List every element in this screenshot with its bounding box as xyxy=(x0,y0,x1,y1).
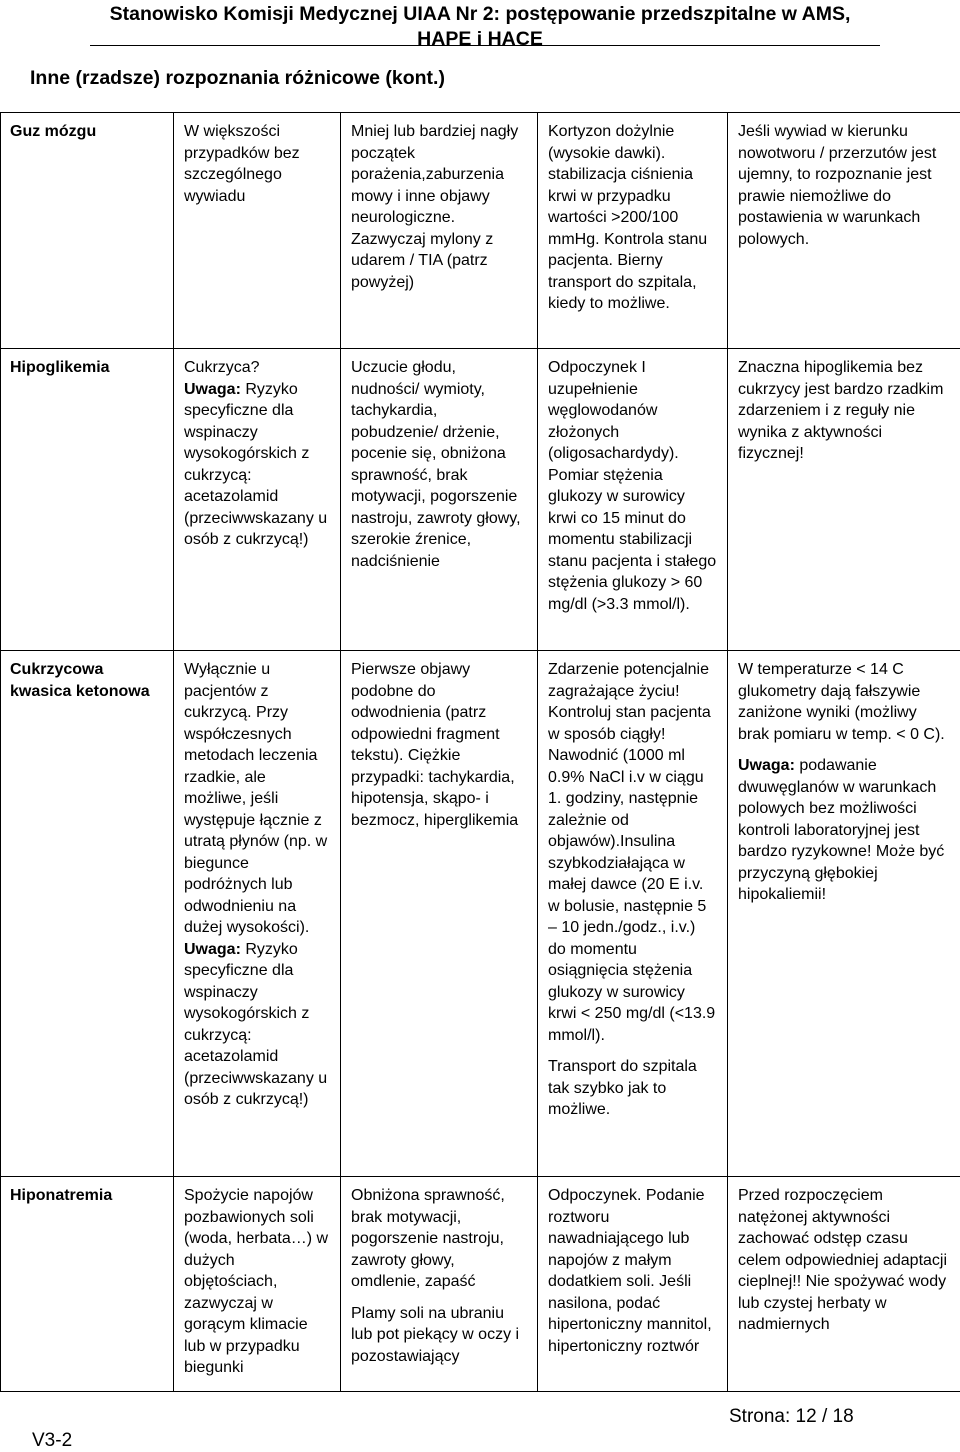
diagnosis-name: Guz mózgu xyxy=(1,113,174,349)
symptoms-text-secondary: Plamy soli na ubraniu lub pot piekący w oczy i pozostawiający xyxy=(351,1304,520,1365)
table-row xyxy=(1,349,960,651)
notes-cell xyxy=(728,651,960,1177)
document-version: V3-2 xyxy=(32,1430,73,1451)
warning-label: Uwaga: xyxy=(184,940,241,958)
history-cell: W większości przypadków bez szczególnego wywiadu xyxy=(174,113,341,349)
warning-text: Ryzyko specyficzne dla wspinaczy wysokogórskich z cukrzycą: acetazolamid (przeciwwskazany u osób z cukrzycą!) xyxy=(184,940,328,1108)
notes-cell: Jeśli wywiad w kierunku nowotworu / przerzutów jest ujemny, to rozpoznanie jest prawie niemożliwe do postawienia w warunkach polowych. xyxy=(728,113,960,349)
header-title-line2: HAPE i HACE xyxy=(417,28,543,50)
symptoms-cell: Mniej lub bardziej nagły początek porażenia,zaburzenia mowy i inne objawy neurologiczne. Zazwyczaj mylony z udarem / TIA (patrz powyżej) xyxy=(341,113,538,349)
notes-cell: Przed rozpoczęciem natężonej aktywności zachować odstęp czasu celem odpowiedniej adaptacji cieplnej!! Nie spożywać wody lub czystej herbaty w nadmiernych xyxy=(728,1177,960,1392)
symptoms-cell: Uczucie głodu, nudności/ wymioty, tachykardia, pobudzenie/ drżenie, pocenie się, obniżona sprawność, brak motywacji, pogorszenie nastroju, zawroty głowy, szerokie źrenice, nadciśnienie xyxy=(341,349,538,651)
symptoms-text: Obniżona sprawność, brak motywacji, pogorszenie nastroju, zawroty głowy, omdlenie, zapaść xyxy=(351,1187,505,1290)
symptoms-cell xyxy=(341,1177,538,1392)
header-divider xyxy=(90,45,880,46)
history-cell xyxy=(174,349,341,651)
treatment-cell: Odpoczynek. Podanie roztworu nawadniającego lub napojów z małym dodatkiem soli. Jeśli nasilona, podać hipertoniczny mannitol, hipertoniczny roztwór xyxy=(538,1177,728,1392)
history-cell: Spożycie napojów pozbawionych soli (woda, herbata…) w dużych objętościach, zazwyczaj w gorącym klimacie lub w przypadku biegunki xyxy=(174,1177,341,1392)
treatment-cell: Odpoczynek I uzupełnienie węglowodanów złożonych (oligosachardydy). Pomiar stężenia glukozy w surowicy krwi co 15 minut do momentu stabilizacji stanu pacjenta i stałego stężenia glukozy > 60 mg/dl (>3.3 mmol/l). xyxy=(538,349,728,651)
differential-diagnosis-table xyxy=(0,112,960,1392)
diagnosis-name: Hipoglikemia xyxy=(1,349,174,651)
notes-cell: Znaczna hipoglikemia bez cukrzycy jest bardzo rzadkim zdarzeniem i z reguły nie wynika z aktywności fizycznej! xyxy=(728,349,960,651)
section-title: Inne (rzadsze) rozpoznania różnicowe (kont.) xyxy=(30,67,445,89)
warning-label: Uwaga: xyxy=(738,757,795,774)
symptoms-cell: Pierwsze objawy podobne do odwodnienia (patrz odpowiedni fragment tekstu). Ciężkie przypadki: tachykardia, hipotensja, skąpo- i bezmocz, hiperglikemia xyxy=(341,651,538,1177)
diagnosis-name: Hiponatremia xyxy=(1,1177,174,1392)
table-row xyxy=(1,1177,960,1392)
table-row xyxy=(1,113,960,349)
warning-text: Ryzyko specyficzne dla wspinaczy wysokogórskich z cukrzycą: acetazolamid (przeciwwskazany u osób z cukrzycą!) xyxy=(184,380,328,548)
history-cell xyxy=(174,651,341,1177)
diagnosis-name: Cukrzycowa kwasica ketonowa xyxy=(1,651,174,1177)
warning-label: Uwaga: xyxy=(184,380,241,398)
notes-warning xyxy=(738,755,950,906)
table-row xyxy=(1,651,960,1177)
history-text: Cukrzyca? xyxy=(184,359,260,376)
treatment-cell: Kortyzon dożylnie (wysokie dawki). stabilizacja ciśnienia krwi w przypadku wartości >200/100 mmHg. Kontrola stanu pacjenta. Bierny transport do szpitala, kiedy to możliwe. xyxy=(538,113,728,349)
transport-text: Transport do szpitala tak szybko jak to możliwe. xyxy=(548,1058,697,1118)
notes-text: W temperaturze < 14 C glukometry dają fałszywie zaniżone wyniki (możliwy brak pomiaru w temp. < 0 C). xyxy=(738,661,945,743)
warning-text: podawanie dwuwęglanów w warunkach polowych bez możliwości kontroli laboratoryjnej jest bardzo ryzykowne! Może być przyczyną głębokiej hipokaliemii! xyxy=(738,757,945,903)
page-number: Strona: 12 / 18 xyxy=(729,1406,854,1427)
history-text: Wyłącznie u pacjentów z cukrzycą. Przy współczesnych metodach leczenia rzadkie, ale możliwe, jeśli występuje łącznie z utratą płynów (np. w biegunce podróżnych lub odwodnieniu na dużej wysokości). xyxy=(184,661,328,936)
treatment-cell xyxy=(538,651,728,1177)
treatment-text: Zdarzenie potencjalnie zagrażające życiu! Kontroluj stan pacjenta w sposób ciągły! Nawodnić (1000 ml 0.9% NaCl i.v w ciągu 1. godziny, następnie zależnie od objawów).Insulina szybkodziałająca w małej dawce (20 E i.v. w bolusie, następnie 5 – 10 jedn./godz., i.v.) do momentu osiągnięcia stężenia glukozy w surowicy krwi < 250 mg/dl (<13.9 mmol/l). xyxy=(548,661,716,1044)
header-title-line1: Stanowisko Komisji Medycznej UIAA Nr 2: postępowanie przedszpitalne w AMS, xyxy=(109,3,851,25)
